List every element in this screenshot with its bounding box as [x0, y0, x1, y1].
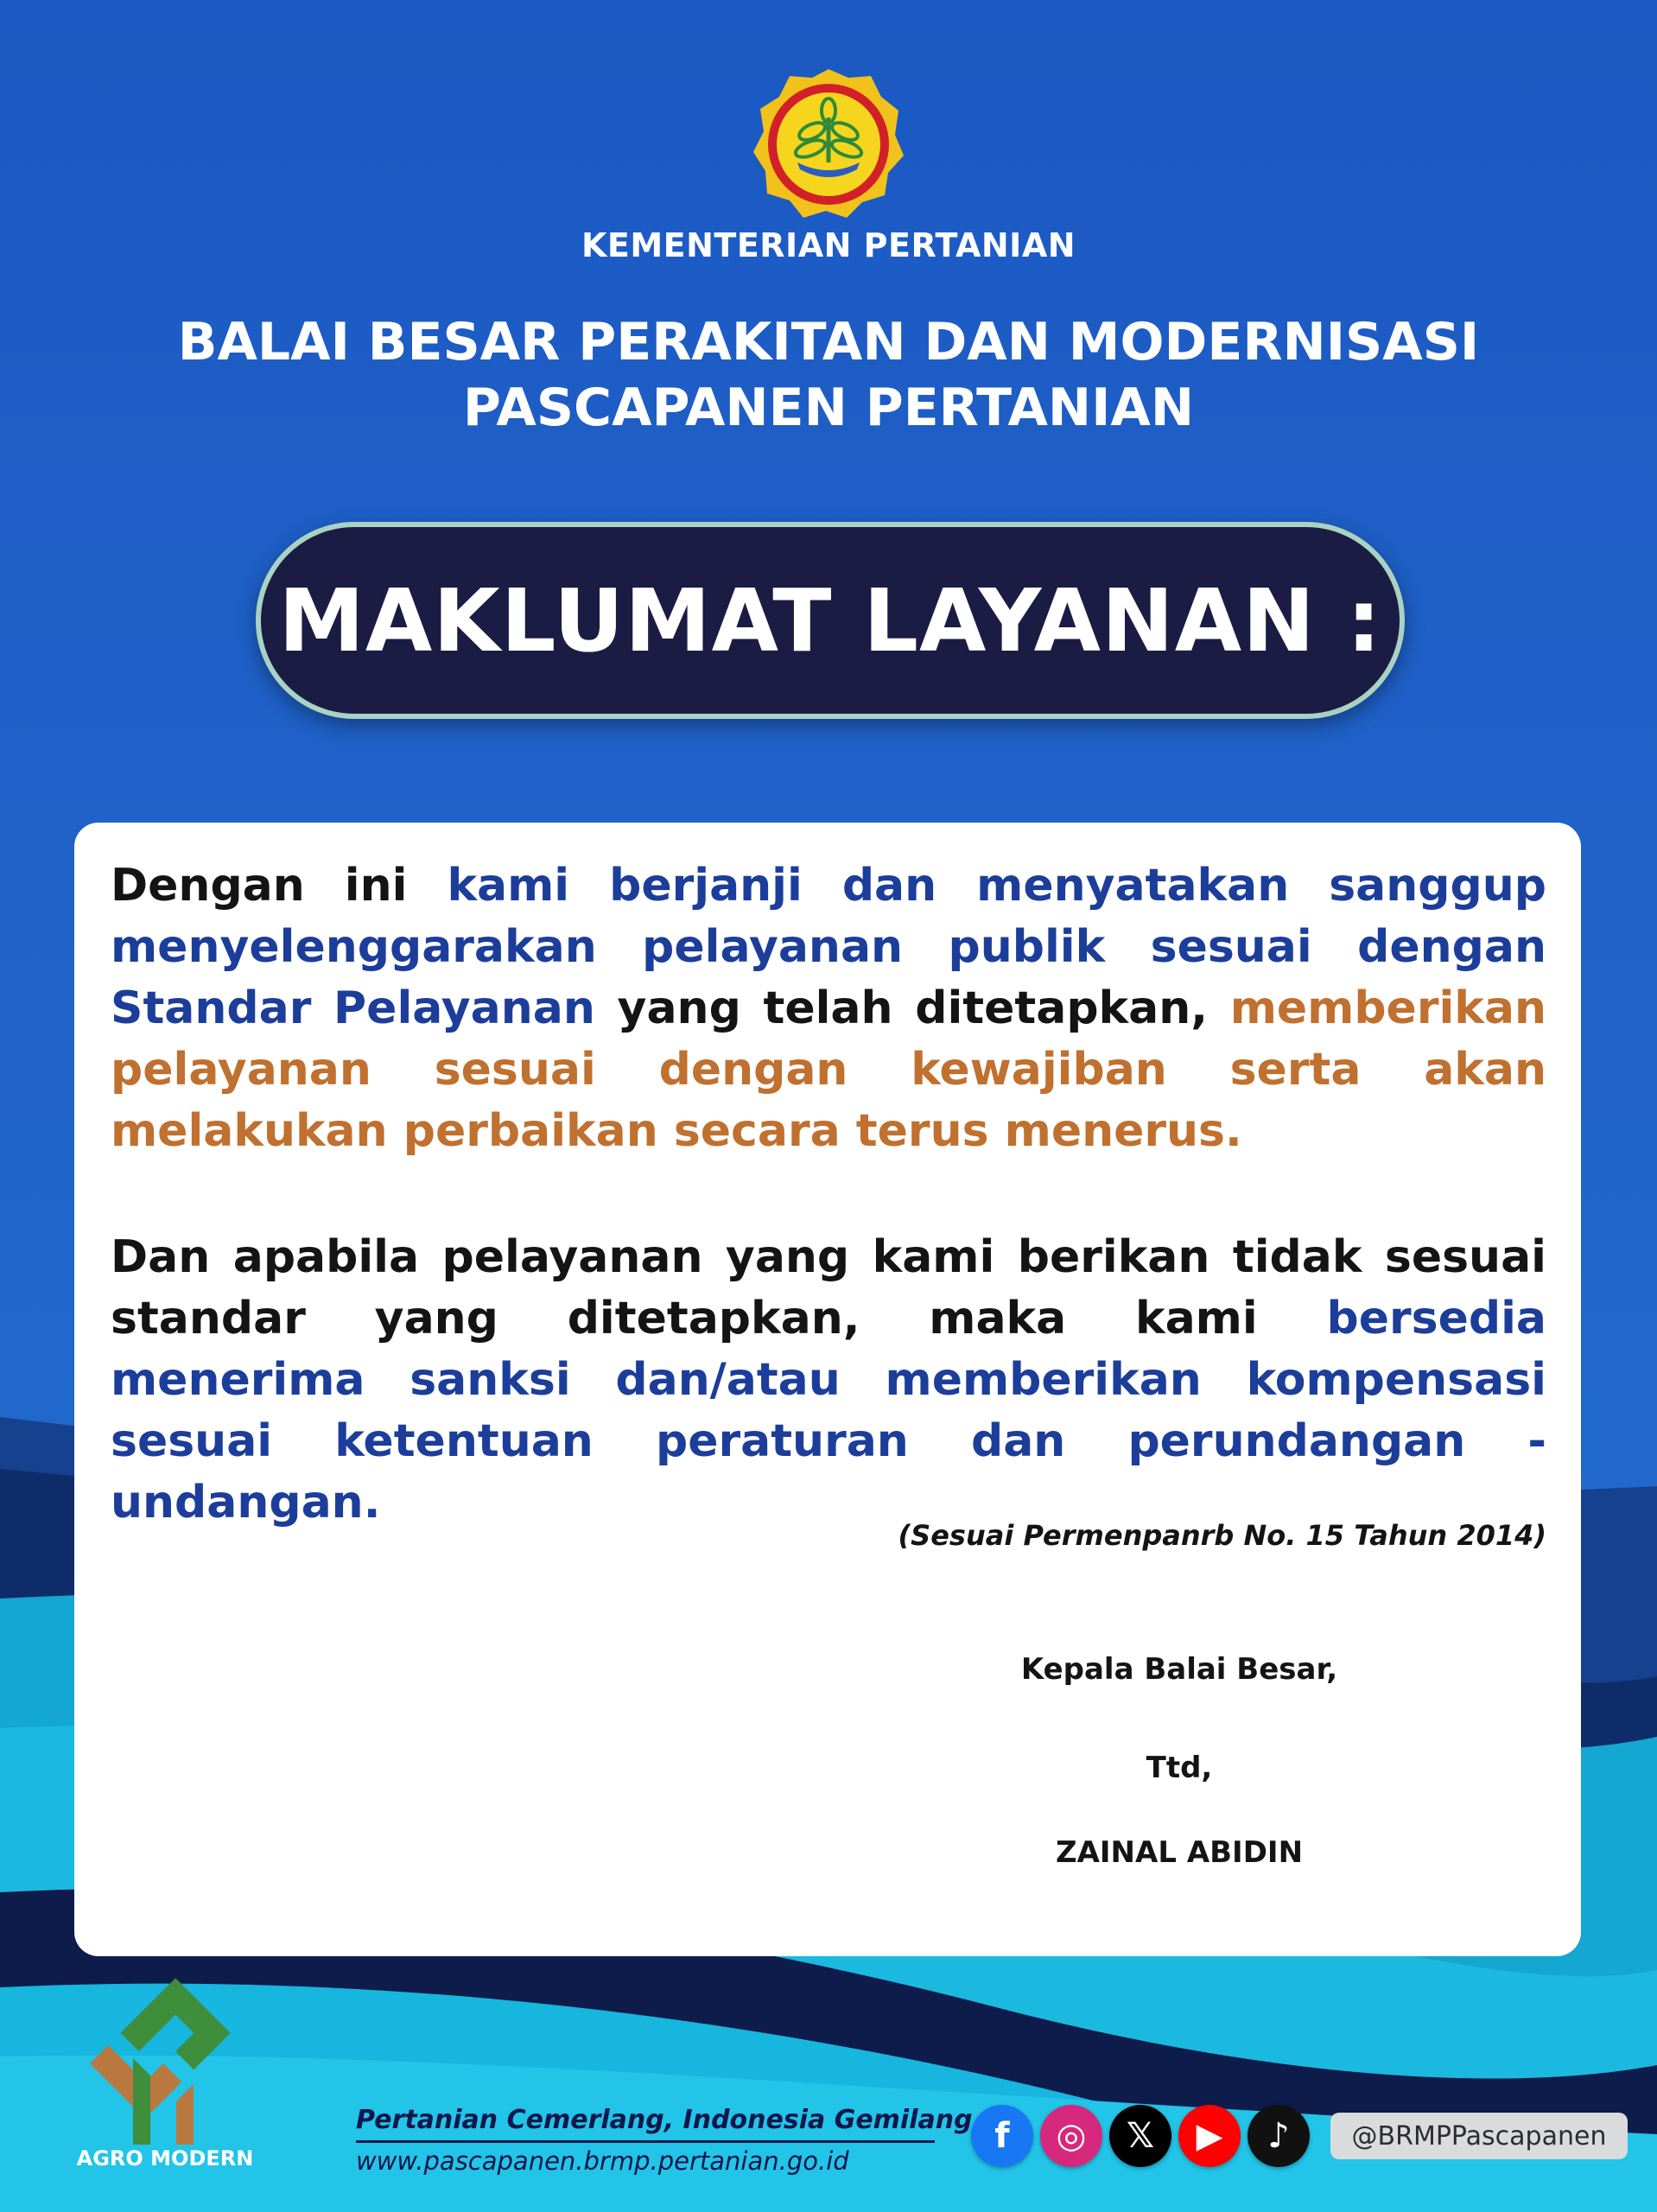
agro-modern-logo-icon	[73, 1955, 254, 2153]
statement-paragraph-1	[111, 855, 1546, 1162]
statement-segment: yang telah ditetapkan,	[594, 982, 1230, 1034]
title-banner	[256, 522, 1405, 719]
website-link[interactable]: www.pascapanen.brmp.pertanian.go.id	[356, 2146, 849, 2176]
statement-segment: kami berjanji dan menyatakan sanggup menyelenggarakan pelayanan publik sesuai dengan Standar Pelayanan	[111, 860, 1546, 1034]
slogan: Pertanian Cemerlang, Indonesia Gemilang	[356, 2105, 973, 2135]
agency-name	[0, 309, 1657, 441]
page-title: MAKLUMAT LAYANAN :	[278, 569, 1382, 671]
social-handle[interactable]: @BRMPPascapanen	[1330, 2113, 1628, 2159]
footer-divider	[356, 2140, 935, 2143]
statement-segment: bersedia menerima sanksi dan/atau memberikan kompensasi sesuai ketentuan peraturan dan perundangan - undangan.	[111, 1293, 1546, 1529]
statement-paragraph-2	[111, 1227, 1546, 1534]
agro-modern-label: AGRO MODERN	[76, 2146, 254, 2171]
x-icon-glyph: 𝕏	[1126, 2116, 1155, 2156]
youtube-icon[interactable]	[1178, 2105, 1241, 2167]
tiktok-icon[interactable]	[1248, 2105, 1310, 2167]
instagram-icon[interactable]	[1040, 2105, 1102, 2167]
ministry-emblem-icon	[750, 66, 907, 223]
facebook-icon-glyph: f	[994, 2116, 1010, 2156]
facebook-icon[interactable]	[971, 2105, 1033, 2167]
x-icon[interactable]	[1109, 2105, 1171, 2167]
statement-segment: memberikan pelayanan sesuai dengan kewajiban serta akan melakukan perbaikan secara terus menerus.	[111, 982, 1546, 1157]
tiktok-icon-glyph: ♪	[1267, 2116, 1290, 2156]
statement-segment: Dan apabila pelayanan yang kami berikan tidak sesuai standar yang ditetapkan, maka kami	[111, 1231, 1546, 1344]
signature-name: ZAINAL ABIDIN	[1055, 1835, 1304, 1870]
youtube-icon-glyph: ▶	[1196, 2116, 1223, 2156]
signature-position: Kepala Balai Besar,	[1020, 1652, 1338, 1687]
statement-segment: Dengan ini	[111, 860, 448, 912]
regulation-note: (Sesuai Permenpanrb No. 15 Tahun 2014)	[898, 1519, 1546, 1552]
signature-ttd: Ttd,	[1146, 1751, 1213, 1785]
ministry-name: KEMENTERIAN PERTANIAN	[581, 226, 1076, 264]
agency-name-line2: PASCAPANEN PERTANIAN	[462, 378, 1195, 438]
agency-name-line1: BALAI BESAR PERAKITAN DAN MODERNISASI	[177, 312, 1480, 372]
instagram-icon-glyph: ◎	[1056, 2116, 1087, 2156]
